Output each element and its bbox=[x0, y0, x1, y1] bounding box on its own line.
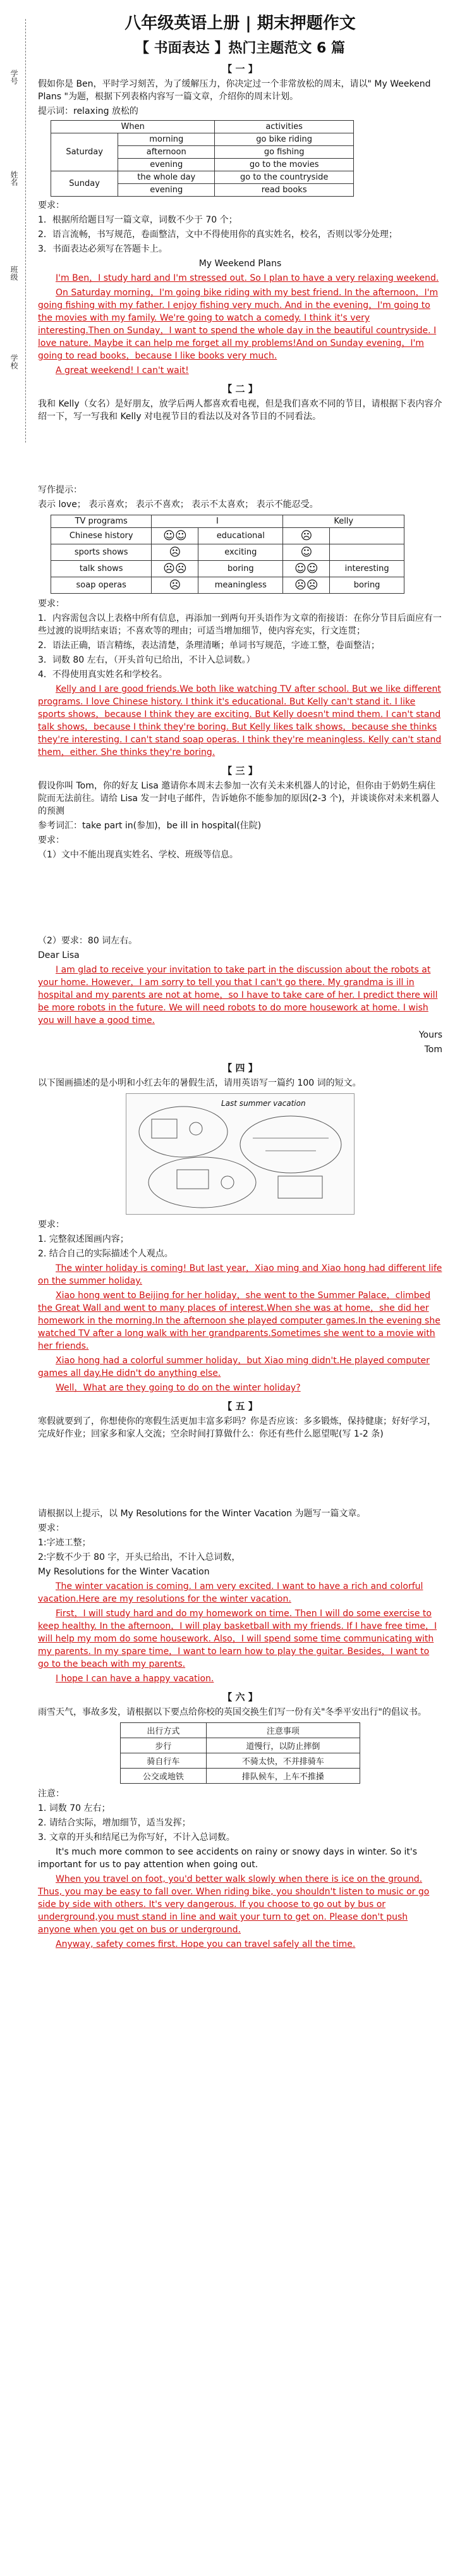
s1-plan-table bbox=[51, 120, 354, 197]
s1-req-title: 要求： bbox=[38, 200, 64, 211]
s2-face-kelly: ☺ bbox=[283, 544, 330, 561]
s6-req: 1. 词数 70 左右； bbox=[38, 1803, 111, 1813]
s3-req: （1）文中不能出现真实姓名、学校、班级等信息。 bbox=[38, 850, 238, 860]
s6-essay: When you travel on foot, you'd better walk slowly when there is ice on the ground. Thus, you may be easy to fall over. When riding bike, you shouldn't listen to music or go side by side with others. It's very dangerous. If you choose to go out by bus or underground,you must stand in line and wait your turn to get on. Please don't push anyone when you get on bus or underground. bbox=[38, 1874, 430, 1935]
s4-req-title: 要求： bbox=[38, 1220, 64, 1230]
s2-face-kelly: ☹ bbox=[283, 528, 330, 544]
s1-essay-para: On Saturday morning，I'm going bike riding with my best friend. In the afternoon，I'm going fishing with my father. I enjoy fishing very much. And in the evening，I'm going to the movies with my family. We're going to watch a comedy. I think it's very interesting.Then on Sunday，I want to spend the whole day in the beautiful countryside. I love nature. Maybe it can help me forget all my problems!And on Sunday evening，I'm going to read books，because I like books very much. bbox=[38, 288, 439, 361]
s2-req: 3．词数 80 左右，（开头首句已给出，不计入总词数。） bbox=[38, 655, 255, 665]
s2-reason-kelly: boring bbox=[330, 577, 404, 594]
s6-opening: It's much more common to see accidents on rainy or snowy days in winter. So it's important for us to pay attention when going out. bbox=[38, 1847, 418, 1870]
s2-face-i: ☹ bbox=[152, 544, 198, 561]
s3-greeting: Dear Lisa bbox=[38, 950, 80, 960]
s4-prompt: 以下图画描述的是小明和小红去年的暑假生活，请用英语写一篇约 100 词的短文。 bbox=[38, 1078, 361, 1088]
s5-essay-title: My Resolutions for the Winter Vacation bbox=[38, 1567, 210, 1577]
s1-activity: go to the movies bbox=[215, 159, 354, 171]
s2-reason-i: meaningless bbox=[198, 577, 283, 594]
s5-req: 1:字迹工整； bbox=[38, 1538, 91, 1548]
s1-essay-title: My Weekend Plans bbox=[198, 259, 282, 269]
section-6-label: 【 六 】 bbox=[222, 1691, 258, 1703]
s1-time: evening bbox=[118, 184, 215, 197]
s6-note: 道慢行，以防止摔倒 bbox=[206, 1738, 360, 1753]
s1-activity: read books bbox=[215, 184, 354, 197]
s2-head-i: I bbox=[152, 515, 283, 528]
s5-req: 2:字数不少于 80 字，开头已给出，不计入总词数， bbox=[38, 1552, 241, 1562]
s2-essay: Kelly and I are good friends.We both like watching TV after school. But we like different programs. I love Chinese history. I think it's educational. But Kelly can't stand it. I like sports shows，because I think they are exciting. But Kelly doesn't mind them. I can't stand talk shows，because I think they're boring. But Kelly likes talk shows，because she thinks they're interesting. I can't stand soap operas. I think they're meaningless. Kelly can't stand them，either. She thinks they're boring. bbox=[38, 684, 442, 757]
s2-head-programs: TV programs bbox=[51, 515, 152, 528]
s5-prompt: 寒假就要到了，你想使你的寒假生活更加丰富多彩吗？你是否应该：多多锻炼，保持健康；好好学习，完成好作业；回家多和家人交流；空余时间打算做什么：你还有些什么愿望呢(写 1-2 条) bbox=[38, 1416, 436, 1439]
s2-program: soap operas bbox=[51, 577, 152, 594]
s2-program: talk shows bbox=[51, 561, 152, 577]
s6-req: 2. 请结合实际，增加细节，适当发挥； bbox=[38, 1818, 191, 1828]
s4-vacation-picture bbox=[126, 1093, 355, 1215]
s5-req-title: 要求： bbox=[38, 1523, 64, 1533]
s6-req: 3. 文章的开头和结尾已为你写好，不计入总词数。 bbox=[38, 1832, 235, 1843]
s6-travel-table bbox=[120, 1722, 360, 1784]
s3-prompt: 假设你叫 Tom，你的好友 Lisa 邀请你本周末去参加一次有关未来机器人的讨论，但你由于奶奶生病住院而无法前往。请给 Lisa 发一封电子邮件，告诉她你不能参加的原因(2-3 个)，并谈谈你对未来机器人的预测 bbox=[38, 781, 439, 816]
s6-closing: Anyway, safety comes first. Hope you can travel safely all the time. bbox=[56, 1939, 356, 1949]
section-2-label: 【 二 】 bbox=[222, 383, 258, 395]
s2-req: 1．内容需包含以上表格中所有信息，再添加一到两句开头语作为文章的衔接语：在你分节目后面应有一些过渡的说明结束语；不喜欢等的理由；可适当增加细节，使内容充实，行文连贯； bbox=[38, 613, 442, 636]
s2-req-title: 要求： bbox=[38, 599, 64, 609]
s6-note: 不骑太快，不并排骑车 bbox=[206, 1753, 360, 1769]
s1-activity: go fishing bbox=[215, 146, 354, 159]
doc-subtitle: 【 书面表达 】热门主题范文 6 篇 bbox=[135, 40, 345, 56]
section-3-label: 【 三 】 bbox=[222, 765, 258, 776]
spacer bbox=[38, 863, 442, 933]
s2-head-kelly: Kelly bbox=[283, 515, 404, 528]
s1-essay-para: A great weekend! I can't wait! bbox=[56, 365, 189, 376]
section-5-label: 【 五 】 bbox=[222, 1401, 258, 1412]
s1-req: 3．书面表达必须写在答题卡上。 bbox=[38, 244, 167, 254]
s6-mode: 骑自行车 bbox=[121, 1753, 207, 1769]
s5-prompt2: 请根据以上提示，以 My Resolutions for the Winter Vacation 为题写一篇文章。 bbox=[38, 1509, 366, 1519]
s2-tips-title: 写作提示： bbox=[38, 485, 82, 495]
binding-label-student-no: 学号 bbox=[9, 70, 18, 85]
s5-essay-para: I hope I can have a happy vacation. bbox=[56, 1674, 214, 1684]
s1-activity: go to the countryside bbox=[215, 171, 354, 184]
s1-head-activities: activities bbox=[215, 121, 354, 133]
s2-req: 2．语法正确，语言精练，表达清楚，条理清晰；单词书写规范，字迹工整，卷面整洁； bbox=[38, 641, 380, 651]
s4-essay-para: Xiao hong had a colorful summer holiday，but Xiao ming didn't.He played computer games all day.He didn't do anything else. bbox=[38, 1356, 430, 1378]
binding-line bbox=[25, 19, 26, 443]
s6-prompt: 雨雪天气，事故多发，请根据以下要点给你校的英国交换生们写一份有关"冬季平安出行"的倡议书。 bbox=[38, 1707, 427, 1717]
s1-time: afternoon bbox=[118, 146, 215, 159]
s4-req: 2. 结合自己的实际描述个人观点。 bbox=[38, 1249, 173, 1259]
s6-head-notes: 注意事项 bbox=[206, 1723, 360, 1738]
spacer bbox=[38, 1442, 442, 1506]
s2-tv-table bbox=[51, 515, 404, 594]
s2-reason-kelly bbox=[330, 528, 404, 544]
s2-face-kelly: ☺☺ bbox=[283, 561, 330, 577]
s2-req: 4．不得使用真实姓名和学校名。 bbox=[38, 670, 167, 680]
s4-req: 1. 完整叙述图画内容； bbox=[38, 1234, 129, 1244]
section-1-label: 【 一 】 bbox=[222, 63, 258, 75]
s1-req: 2．语言流畅，书写规范，卷面整洁，文中不得使用你的真实姓名，校名，否则以零分处理； bbox=[38, 230, 397, 240]
s2-legend: 表示 love； 表示喜欢； 表示不喜欢； 表示不太喜欢； 表示不能忍受。 bbox=[38, 500, 318, 510]
s3-req-title: 要求： bbox=[38, 835, 64, 845]
s6-mode: 步行 bbox=[121, 1738, 207, 1753]
binding-label-name: 姓名 bbox=[9, 171, 18, 186]
s2-face-i: ☹ bbox=[152, 577, 198, 594]
s1-time: morning bbox=[118, 133, 215, 146]
s2-face-kelly: ☹☹ bbox=[283, 577, 330, 594]
s1-hint: 提示词：relaxing 放松的 bbox=[38, 106, 138, 116]
section-4-label: 【 四 】 bbox=[222, 1062, 258, 1074]
s1-time: evening bbox=[118, 159, 215, 171]
s2-reason-i: educational bbox=[198, 528, 283, 544]
s4-scene-illustration bbox=[126, 1094, 354, 1214]
s5-essay-para: The winter vacation is coming. I am very excited. I want to have a rich and colorful vacation.Here are my resolutions for the winter vacation. bbox=[38, 1581, 423, 1604]
s2-face-i: ☺☺ bbox=[152, 528, 198, 544]
s1-req: 1．根据所给题目写一篇文章，词数不少于 70 个； bbox=[38, 215, 238, 225]
s2-face-i: ☹☹ bbox=[152, 561, 198, 577]
s1-day-sunday: Sunday bbox=[51, 171, 118, 197]
s1-essay-para: I'm Ben，I study hard and I'm stressed out. So I plan to have a very relaxing weekend. bbox=[56, 273, 439, 283]
s3-closing: Yours bbox=[418, 1030, 442, 1040]
document-page bbox=[38, 0, 442, 1953]
s5-essay-para: First，I will study hard and do my homework on time. Then I will do some exercise to keep healthy. In the afternoon，I will play basketball with my friends. If I have free time，I will help my mom do some housework. Also，I will spend some time communicating with my parents. In my spare time，I want to learn how to play the guitar. Besides，I want to go to the beach with my parents. bbox=[38, 1609, 437, 1669]
s6-head-mode: 出行方式 bbox=[121, 1723, 207, 1738]
s1-day-saturday: Saturday bbox=[51, 133, 118, 171]
s6-mode: 公交或地铁 bbox=[121, 1769, 207, 1784]
s3-essay: I am glad to receive your invitation to take part in the discussion about the robots at your home. However，I am sorry to tell you that I can't go there. My grandma is ill in hospital and my parents are not at home，so I have to take care of her. I predict there will be more robots in the future. We will need robots to do more housework at home. I wish you will have a good time. bbox=[38, 965, 438, 1026]
s3-req: （2）要求：80 词左右。 bbox=[38, 936, 138, 946]
binding-label-class: 班级 bbox=[9, 266, 18, 281]
binding-label-school: 学校 bbox=[9, 354, 18, 369]
s4-essay-para: Xiao hong went to Beijing for her holiday，she went to the Summer Palace，climbed the Great Wall and went to many places of interest.When she was at home，she did her homework in the morning.In the afternoon she played computer games.In the evening she watched TV after a long walk with her grandparents.Sometimes she went to a movie with her friends. bbox=[38, 1291, 440, 1351]
s1-prompt: 假如你是 Ben，平时学习刻苦，为了缓解压力，你决定过一个非常放松的周末，请以" My Weekend Plans "为题，根据下列表格内容写一篇文章，介绍你的周末计划。 bbox=[38, 79, 431, 102]
s2-reason-i: exciting bbox=[198, 544, 283, 561]
s3-signature: Tom bbox=[424, 1045, 442, 1055]
s3-ref: 参考词汇：take part in(参加)，be ill in hospital(住院) bbox=[38, 821, 262, 831]
s2-program: Chinese history bbox=[51, 528, 152, 544]
s2-program: sports shows bbox=[51, 544, 152, 561]
spacer bbox=[38, 425, 442, 482]
s2-reason-kelly: interesting bbox=[330, 561, 404, 577]
binding-margin bbox=[0, 0, 38, 443]
s2-reason-kelly bbox=[330, 544, 404, 561]
s6-req-title: 注意： bbox=[38, 1789, 64, 1799]
s6-note: 排队候车，上车不推搡 bbox=[206, 1769, 360, 1784]
s4-essay-para: The winter holiday is coming! But last year，Xiao ming and Xiao hong had different life on the summer holiday. bbox=[38, 1263, 442, 1286]
s2-reason-i: boring bbox=[198, 561, 283, 577]
s1-head-when: When bbox=[51, 121, 215, 133]
s1-time: the whole day bbox=[118, 171, 215, 184]
s4-essay-para: Well，What are they going to do on the winter holiday? bbox=[56, 1383, 301, 1393]
s1-activity: go bike riding bbox=[215, 133, 354, 146]
s4-pic-caption: Last summer vacation bbox=[221, 1099, 306, 1108]
s2-prompt: 我和 Kelly（女名）是好朋友，放学后两人都喜欢看电视，但是我们喜欢不同的节目，请根据下表内容介绍一下，写一写我和 Kelly 对电视节目的看法以及对各节目的不同看法。 bbox=[38, 399, 442, 422]
doc-title: 八年级英语上册 | 期末押题作文 bbox=[124, 14, 356, 33]
